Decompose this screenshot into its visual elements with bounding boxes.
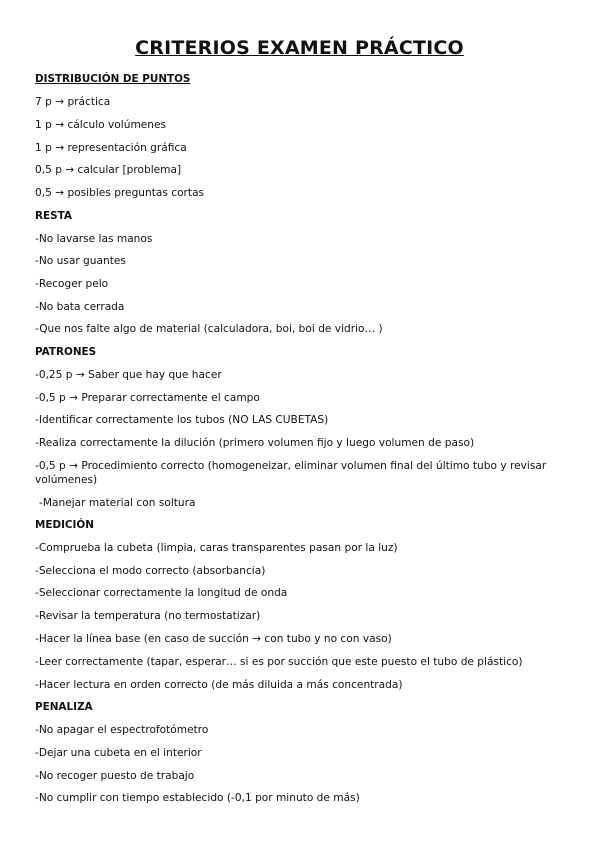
list-item: -0,5 p → Preparar correctamente el campo bbox=[35, 392, 260, 404]
list-item: -No apagar el espectrofotómetro bbox=[35, 724, 209, 736]
list-item: -Seleccionar correctamente la longitud de onda bbox=[35, 587, 288, 599]
page-title: CRITERIOS EXAMEN PRÁCTICO bbox=[135, 37, 464, 59]
list-item: -Identificar correctamente los tubos (NO LAS CUBETAS) bbox=[35, 414, 329, 426]
section-heading-patrones: PATRONES bbox=[35, 346, 97, 358]
list-item: 1 p → representación gráfica bbox=[35, 142, 187, 154]
section-heading-distribucion: DISTRIBUCIÓN DE PUNTOS bbox=[35, 73, 191, 85]
list-item: -Dejar una cubeta en el interior bbox=[35, 747, 202, 759]
list-item: -Recoger pelo bbox=[35, 278, 109, 290]
section-heading-medicion: MEDICIÓN bbox=[35, 519, 94, 531]
list-item: -Hacer lectura en orden correcto (de más diluida a más concentrada) bbox=[35, 679, 403, 691]
list-item: -Hacer la línea base (en caso de succión → con tubo y no con vaso) bbox=[35, 633, 392, 645]
list-item: -No recoger puesto de trabajo bbox=[35, 770, 195, 782]
list-item: -No usar guantes bbox=[35, 255, 126, 267]
list-item: -Revisar la temperatura (no termostatizar) bbox=[35, 610, 261, 622]
list-item: 0,5 p → calcular [problema] bbox=[35, 164, 182, 176]
list-item: -Manejar material con soltura bbox=[39, 497, 196, 509]
list-item: -No cumplir con tiempo establecido (-0,1 por minuto de más) bbox=[35, 792, 360, 804]
section-heading-penaliza: PENALIZA bbox=[35, 701, 93, 713]
list-item: 7 p → práctica bbox=[35, 96, 111, 108]
list-item: -Selecciona el modo correcto (absorbancia) bbox=[35, 565, 266, 577]
list-item: 0,5 → posibles preguntas cortas bbox=[35, 187, 205, 199]
section-heading-resta: RESTA bbox=[35, 210, 72, 222]
list-item: -Que nos falte algo de material (calculadora, boi, boi de vidrio… ) bbox=[35, 323, 383, 335]
list-item: -Realiza correctamente la dilución (primero volumen fijo y luego volumen de paso) bbox=[35, 437, 475, 449]
list-item: -No lavarse las manos bbox=[35, 233, 153, 245]
list-item: -Comprueba la cubeta (limpia, caras transparentes pasan por la luz) bbox=[35, 542, 398, 554]
list-item: -0,5 p → Procedimiento correcto (homogeneizar, eliminar volumen final del último tubo y revisar volúmenes) bbox=[35, 460, 547, 486]
list-item: -Leer correctamente (tapar, esperar… si es por succión que este puesto el tubo de plástico) bbox=[35, 656, 523, 668]
list-item: 1 p → cálculo volúmenes bbox=[35, 119, 167, 131]
list-item: -0,25 p → Saber que hay que hacer bbox=[35, 369, 222, 381]
list-item: -No bata cerrada bbox=[35, 301, 125, 313]
